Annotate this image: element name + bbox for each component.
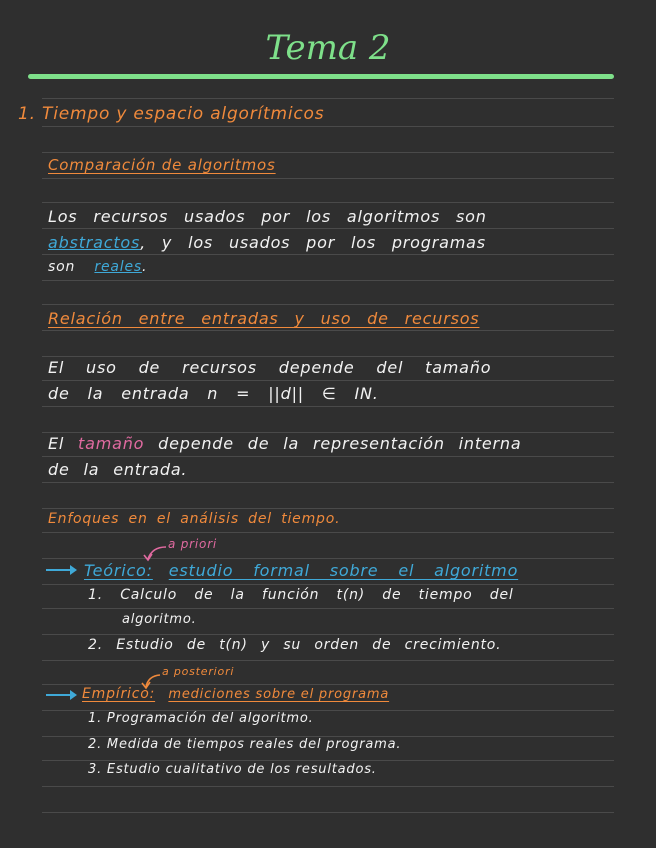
para2-line1: El uso de recursos depende del tamaño: [48, 358, 492, 377]
empirico-item-2: 2. Medida de tiempos reales del programa.: [88, 737, 402, 752]
teorico-text: estudio formal sobre el algoritmo: [168, 561, 519, 580]
right-arrow-icon: [44, 689, 80, 701]
teorico-label: Teórico:: [84, 561, 153, 580]
word-reales: reales: [94, 259, 142, 275]
para1-dot: .: [141, 259, 148, 275]
teorico-item-2: 2. Estudio de t(n) y su orden de crecimiento.: [88, 637, 502, 653]
teorico-item-1: 1. Calculo de la función t(n) de tiempo del: [88, 587, 514, 603]
para1-line1: Los recursos usados por los algoritmos son: [48, 207, 487, 226]
para1-line2-rest: , y los usados por los programas: [140, 233, 486, 252]
right-arrow-icon: [44, 564, 80, 576]
para3-line1-rest: depende de la representación interna: [158, 434, 522, 453]
para1-line3: [48, 259, 147, 275]
word-abstractos: abstractos: [48, 233, 141, 252]
para1-line2: [48, 233, 486, 252]
empirico-text: mediciones sobre el programa: [168, 687, 390, 702]
empirico-line: [82, 686, 389, 702]
para3-line1: [48, 434, 521, 453]
empirico-item-3: 3. Estudio cualitativo de los resultados.: [88, 762, 377, 777]
teorico-item-1-cont: algoritmo.: [122, 612, 197, 627]
para2-line2: de la entrada n = ||d|| ∈ IN.: [48, 384, 379, 403]
subheading-relacion: Relación entre entradas y uso de recursos: [48, 309, 480, 328]
word-tamano: tamaño: [78, 434, 145, 453]
note-a-posteriori: a posteriori: [162, 665, 235, 678]
para3-line2: de la entrada.: [48, 460, 188, 479]
note-a-priori: a priori: [168, 537, 218, 551]
subheading-comparacion: Comparación de algoritmos: [48, 156, 276, 174]
word-son: son: [48, 259, 76, 275]
page-title: Tema 2: [265, 28, 391, 68]
teorico-line: [84, 561, 518, 580]
word-el: El: [48, 434, 65, 453]
section-heading: 1. Tiempo y espacio algorítmicos: [18, 104, 325, 124]
empirico-label: Empírico:: [82, 686, 156, 702]
empirico-item-1: 1. Programación del algoritmo.: [88, 711, 314, 726]
title-underline: [28, 74, 614, 79]
subheading-enfoques: Enfoques en el análisis del tiempo.: [48, 511, 341, 527]
